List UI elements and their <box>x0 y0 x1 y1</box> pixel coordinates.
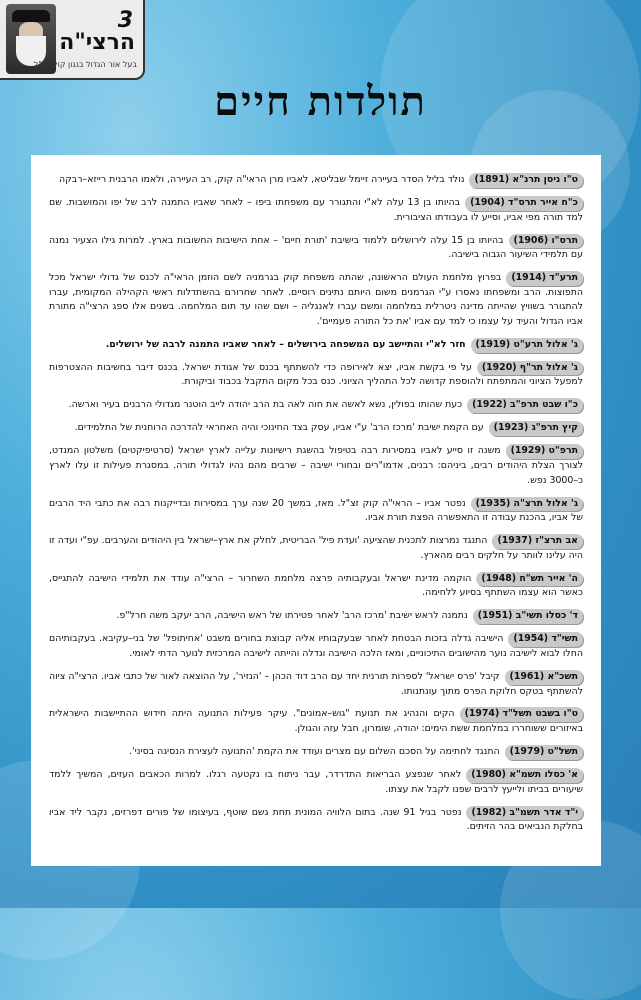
timeline-entry <box>49 707 583 736</box>
entry-text: הוקמה מדינת ישראל ובעקבותיה פרצה מלחמת השחרור – הרצי"ה עודד את תלמידי הישיבה להתגייס, כאשר הוא עצמו השתתף בסיוע ללחימה. <box>49 572 583 599</box>
timeline-panel <box>31 155 601 866</box>
entry-text: חזר לא"י והתיישב עם המשפחה בירושלים – לאחר שאביו התמנה לרבה של ירושלים. <box>105 338 466 350</box>
entry-date: תרס"ו (1906) <box>509 234 583 249</box>
timeline-entry <box>49 534 583 563</box>
entry-date: כ"ו שבט תרפ"ב (1922) <box>467 398 583 413</box>
entry-text: משנה זו סייע לאביו במסירות רבה בטיפול בהשגת רישיונות עלייה לארץ ישראל (סרטיפיקטים) משלטון המנדט, לצורך הצלת היהודים רבים, ביניהם: רבנים, אדמו"רים ובחורי ישיבה – שרבים מהם נהיו לגדולי תורה. במסגרת פעילות זו עלו לארץ כ–3000 נפש. <box>49 445 583 486</box>
entry-text: עם הקמת ישיבת 'מרכז הרב' ע"י אביו, עסק בצד החינוכי והיה האחראי להדרכה הרוחנית של התלמידים. <box>74 422 484 434</box>
entry-text: לאחר שנפצע הבריאות התדרדר, עבר ניתוח בו נקטעה רגלו. למרות הכאבים העזים, המשיך ללמד שיעורים בביתו ולייעץ לרבים שפנו לקבל את עצתו. <box>49 769 583 795</box>
entry-text: נתמנה לראש ישיבת 'מרכז הרב' לאחר פטירתו של ראש הישיבה, הרב יעקב משה חרל"פ. <box>116 610 468 622</box>
entry-text: בפרוץ מלחמת העולם הראשונה, שהתה משפחת קוק בגרמניה לשם הוזמן הראי"ה לכנס של גדולי ישראל מכל התפוצות. הרב ומשפחתו נאסרו ע"י הגרמנים משום היותם נתינים רוסיים. לאחר שחרורם בהשתדלות ראשי הקהילה המקומית, עברו להתגורר בשוויץ שהייתה מדינה ניטרלית במלחמה ומשם עברו לאנגליה – ושם שהו עד תום המלחמה. בשנים אלו ספג הרצי"ה מתורת אביו הגדול והעיד על עצמו כי למד עם אביו 'את כל התורה פעמיים'. <box>49 272 583 327</box>
page-title: תולדות חיים <box>214 78 427 125</box>
entry-text: הישיבה גדלה בזכות הבטחת לאחר שבעקבותיו אליה קבוצת בחורים משבט 'אחיתופל' של בני–עקיבא. בעקבותיהם החלו לבוא לישיבה נוער מהישובים התיכוניים, ומאז הלכה הישיבה וגדלה והייתה לישיבה המרכזית לנוער הדתי לאומי. <box>49 633 583 659</box>
entry-date: קיץ תרפ"ג (1923) <box>489 421 583 436</box>
timeline-entry <box>49 361 583 390</box>
timeline-entry <box>49 632 583 661</box>
entry-text: על פי בקשת אביו, יצא לאירופה כדי להשתתף בכנס של אגודת ישראל. בכנס דיבר בחשיבות ההצטרפות למפעל הציוני והמתפתח ולהוספת קדושה לכל התהליך הציוני. כנס בכל מקום התקבל בכבוד וביקורת. <box>49 361 583 388</box>
entry-date: א' כסלו תשמ"א (1980) <box>466 768 583 783</box>
entry-date: ט"ו ניסן תרנ"א (1891) <box>469 173 583 188</box>
entry-text: התנגד נמרצות לתכנית שהציעה 'ועדת פיל' הבריטית, לחלק את ארץ–ישראל בין היהודים והערבים. עפ"י ועדה זו היה עלינו לוותר על חלקים רבים מהארץ. <box>49 535 583 561</box>
entry-text: התנגד לחתימה על הסכם השלום עם מצרים ועודד את הקמת 'התנועה לעצירת הנסיגה בסיני'. <box>129 746 500 758</box>
badge-title: הרצי"ה <box>59 30 135 55</box>
timeline-entry <box>49 196 583 225</box>
entry-date: כ"ח אייר תרס"ד (1904) <box>465 196 583 211</box>
entry-text: בהיותו בן 15 עלה לירושלים ללמוד בישיבת 'תורת חיים' – אחת הישיבות החשובות בארץ. למרות גילו הצעיר נמנה עם תלמידי השיעור הגבוה בישיבה. <box>49 234 583 261</box>
entry-date: י"ד אדר תשמ"ב (1982) <box>466 806 583 821</box>
timeline-entry <box>49 768 583 797</box>
entry-date: ד' כסלו תשי"ב (1951) <box>473 609 583 624</box>
entry-date: תשל"ט (1979) <box>505 745 583 760</box>
entry-date: תרע"ד (1914) <box>506 271 583 286</box>
entry-date: ט"ו בשבט תשל"ד (1974) <box>460 707 583 722</box>
badge-subtitle: בעל אור הגדול בנגון קוק זצ"ל <box>33 60 137 69</box>
entry-text: נפטר אביו – הראי"ה קוק זצ"ל. מאז, במשך 20 שנה ערך במסירות ובדייקנות רבה את כתבי היד הרבים של אביו, בהכנת עבודה זו התאפשרה הפצת תורת אביו. <box>49 497 583 524</box>
entry-date: ה' אייר תש"ח (1948) <box>476 572 583 587</box>
entry-date: תשכ"א (1961) <box>505 670 583 685</box>
timeline-entry <box>49 572 583 601</box>
entry-date: ג' אלול תר"ף (1920) <box>477 361 583 376</box>
timeline-entry <box>49 670 583 699</box>
timeline-entry <box>49 444 583 488</box>
entry-text: בהיותו בן 13 עלה לא"י והתגורר עם משפחתו ביפו – לאחר שאביו התמנה לרב של יפו והמושבות. שם למד תורה מפי אביו, וסייע לו בעבודתו הציבורית. <box>49 196 583 223</box>
entry-date: תרפ"ט (1929) <box>506 444 583 459</box>
entry-date: ג' אלול תרצ"ה (1935) <box>471 497 583 512</box>
timeline-entry <box>49 234 583 263</box>
timeline-entry <box>49 421 583 436</box>
timeline-entry <box>49 398 583 413</box>
entry-text: קיבל 'פרס ישראל' לספרות תורנית יחד עם הרב דוד הכהן – 'הנזיר', על ההוצאה לאור של כתבי אביו. הרצי"ה ציוה להשתתף בטקס חלוקת הפרס מתוך עונתנותו. <box>49 670 583 697</box>
timeline-entry <box>49 609 583 624</box>
entry-text: נולד בליל הסדר בעיירה זיימל שבליטא, לאביו מרן הראי"ה קוק, רב העיירה, ולאמו הרבנית רייזא–רבקה <box>59 174 465 185</box>
timeline-entry <box>49 745 583 760</box>
entry-text: נפטר בגיל 91 שנה. בתום הלוויה המונית תחת גשם שוטף, בעיצומו של פורים דפרזים, נקבר ליד אביו בחלקת הנביאים בהר הזיתים. <box>49 806 583 833</box>
entry-date: ג' אלול תרע"ט (1919) <box>471 338 583 353</box>
entry-text: כעת שהותו בפולין, נשא לאשה את חוה לאה בת הרב יהודה לייב הוטנר מגדולי הרבנים בעיר וארשה. <box>68 399 463 411</box>
timeline-entry <box>49 497 583 526</box>
timeline-entry <box>49 173 583 188</box>
timeline-entry <box>49 806 583 835</box>
issue-number: 3 <box>117 8 133 33</box>
entry-date: אב תרצ"ז (1937) <box>492 534 583 549</box>
timeline-entry <box>49 271 583 329</box>
header-badge <box>0 0 145 80</box>
entry-text: הקים והנהיג את תנועת "גוש–אמונים". עיקר פעילות התנועה היתה חידוש ההתיישבות הישראלית באיזורים ששוחררו במלחמת ששת הימים: יהודה, שומרון, חבל עזה והגולן. <box>49 708 583 735</box>
timeline-entry <box>49 338 583 353</box>
entry-date: תשי"ד (1954) <box>508 632 583 647</box>
